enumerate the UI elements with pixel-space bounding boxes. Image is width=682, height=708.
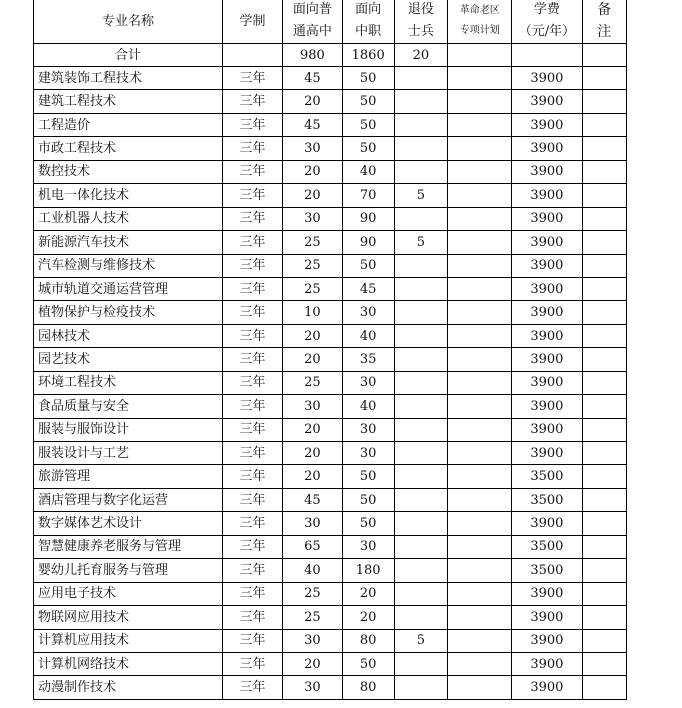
cell-duration: 三年	[223, 231, 283, 254]
cell-duration: 三年	[223, 629, 283, 652]
cell-tuition: 3900	[512, 277, 582, 300]
cell-special-plan	[448, 465, 512, 488]
cell-duration: 三年	[223, 67, 283, 90]
cell-duration: 三年	[223, 488, 283, 511]
cell-special-plan	[448, 535, 512, 558]
cell-special-plan	[448, 113, 512, 136]
cell-major-name: 城市轨道交通运营管理	[34, 277, 223, 300]
table-row	[34, 324, 627, 347]
cell-special-plan	[448, 90, 512, 113]
cell-veteran-quota	[394, 207, 448, 230]
cell-remarks	[582, 676, 626, 699]
cell-tuition: 3900	[512, 629, 582, 652]
cell-major-name: 建筑工程技术	[34, 90, 223, 113]
cell-veteran-quota	[394, 535, 448, 558]
cell-vocational-quota: 30	[342, 442, 394, 465]
cell-vocational-quota: 50	[342, 137, 394, 160]
cell-vocational-quota: 40	[342, 395, 394, 418]
cell-veteran-quota	[394, 512, 448, 535]
cell-remarks	[582, 559, 626, 582]
cell-special-plan	[448, 606, 512, 629]
cell-special-plan	[448, 582, 512, 605]
table-row	[34, 231, 627, 254]
cell-duration: 三年	[223, 207, 283, 230]
cell-special-plan	[448, 512, 512, 535]
cell-veteran-quota	[394, 160, 448, 183]
cell-tuition: 3900	[512, 207, 582, 230]
cell-tuition: 3900	[512, 137, 582, 160]
cell-major-name: 物联网应用技术	[34, 606, 223, 629]
cell-tuition: 3900	[512, 254, 582, 277]
cell-veteran-quota	[394, 395, 448, 418]
cell-veteran-quota	[394, 67, 448, 90]
table-row	[34, 67, 627, 90]
table-row	[34, 90, 627, 113]
table-row	[34, 254, 627, 277]
cell-vocational-quota: 45	[342, 277, 394, 300]
cell-major-name: 动漫制作技术	[34, 676, 223, 699]
cell-special-plan	[448, 254, 512, 277]
cell-special-plan	[448, 629, 512, 652]
cell-major-name: 服装与服饰设计	[34, 418, 223, 441]
cell-special-plan	[448, 231, 512, 254]
cell-major-name: 工程造价	[34, 113, 223, 136]
cell-tuition: 3900	[512, 324, 582, 347]
cell-remarks	[582, 113, 626, 136]
cell-duration: 三年	[223, 652, 283, 675]
cell-veteran-quota	[394, 676, 448, 699]
cell-vocational-quota: 90	[342, 231, 394, 254]
total-duration	[223, 44, 283, 67]
cell-major-name: 园艺技术	[34, 348, 223, 371]
cell-veteran-quota: 5	[394, 629, 448, 652]
cell-duration: 三年	[223, 184, 283, 207]
cell-veteran-quota	[394, 254, 448, 277]
cell-duration: 三年	[223, 254, 283, 277]
cell-duration: 三年	[223, 160, 283, 183]
cell-vocational-quota: 40	[342, 324, 394, 347]
cell-duration: 三年	[223, 277, 283, 300]
cell-major-name: 婴幼儿托育服务与管理	[34, 559, 223, 582]
header-tuition: 学费 （元/年）	[512, 0, 582, 44]
cell-duration: 三年	[223, 512, 283, 535]
cell-high-school-quota: 40	[282, 559, 342, 582]
table-row	[34, 676, 627, 699]
cell-remarks	[582, 629, 626, 652]
table-row	[34, 160, 627, 183]
cell-remarks	[582, 231, 626, 254]
cell-duration: 三年	[223, 90, 283, 113]
cell-major-name: 服装设计与工艺	[34, 442, 223, 465]
cell-remarks	[582, 301, 626, 324]
cell-remarks	[582, 465, 626, 488]
cell-vocational-quota: 35	[342, 348, 394, 371]
table-row	[34, 442, 627, 465]
cell-tuition: 3500	[512, 465, 582, 488]
table-row	[34, 559, 627, 582]
cell-duration: 三年	[223, 676, 283, 699]
cell-veteran-quota: 5	[394, 184, 448, 207]
cell-vocational-quota: 50	[342, 254, 394, 277]
cell-high-school-quota: 30	[282, 676, 342, 699]
cell-high-school-quota: 20	[282, 442, 342, 465]
cell-major-name: 市政工程技术	[34, 137, 223, 160]
cell-tuition: 3900	[512, 395, 582, 418]
cell-special-plan	[448, 324, 512, 347]
cell-vocational-quota: 20	[342, 582, 394, 605]
header-vocational-quota: 面向 中职	[342, 0, 394, 44]
cell-special-plan	[448, 652, 512, 675]
cell-tuition: 3900	[512, 90, 582, 113]
cell-high-school-quota: 30	[282, 395, 342, 418]
table-row	[34, 582, 627, 605]
cell-tuition: 3900	[512, 371, 582, 394]
cell-high-school-quota: 30	[282, 512, 342, 535]
cell-remarks	[582, 512, 626, 535]
cell-vocational-quota: 30	[342, 535, 394, 558]
cell-duration: 三年	[223, 137, 283, 160]
cell-tuition: 3900	[512, 652, 582, 675]
cell-duration: 三年	[223, 559, 283, 582]
cell-high-school-quota: 20	[282, 160, 342, 183]
cell-major-name: 智慧健康养老服务与管理	[34, 535, 223, 558]
cell-major-name: 机电一体化技术	[34, 184, 223, 207]
total-row	[34, 44, 627, 67]
cell-remarks	[582, 606, 626, 629]
cell-special-plan	[448, 559, 512, 582]
table-row	[34, 395, 627, 418]
cell-special-plan	[448, 395, 512, 418]
cell-high-school-quota: 25	[282, 606, 342, 629]
cell-duration: 三年	[223, 465, 283, 488]
table-row	[34, 652, 627, 675]
table-header-row	[34, 0, 627, 44]
cell-high-school-quota: 25	[282, 371, 342, 394]
cell-remarks	[582, 137, 626, 160]
cell-high-school-quota: 20	[282, 90, 342, 113]
total-label: 合计	[34, 44, 223, 67]
cell-tuition: 3900	[512, 301, 582, 324]
cell-tuition: 3500	[512, 488, 582, 511]
cell-high-school-quota: 30	[282, 137, 342, 160]
total-high-school: 980	[282, 44, 342, 67]
cell-veteran-quota	[394, 488, 448, 511]
cell-remarks	[582, 348, 626, 371]
cell-tuition: 3900	[512, 67, 582, 90]
cell-high-school-quota: 10	[282, 301, 342, 324]
cell-tuition: 3900	[512, 184, 582, 207]
cell-vocational-quota: 50	[342, 465, 394, 488]
cell-tuition: 3900	[512, 676, 582, 699]
cell-tuition: 3900	[512, 113, 582, 136]
cell-vocational-quota: 180	[342, 559, 394, 582]
cell-major-name: 旅游管理	[34, 465, 223, 488]
cell-high-school-quota: 20	[282, 324, 342, 347]
cell-duration: 三年	[223, 418, 283, 441]
cell-high-school-quota: 45	[282, 488, 342, 511]
cell-special-plan	[448, 160, 512, 183]
cell-tuition: 3900	[512, 582, 582, 605]
header-high-school-quota: 面向普 通高中	[282, 0, 342, 44]
cell-vocational-quota: 50	[342, 512, 394, 535]
cell-duration: 三年	[223, 348, 283, 371]
header-special-plan: 革命老区 专项计划	[448, 0, 512, 44]
cell-special-plan	[448, 488, 512, 511]
cell-veteran-quota	[394, 277, 448, 300]
cell-remarks	[582, 277, 626, 300]
table-row	[34, 277, 627, 300]
cell-major-name: 数控技术	[34, 160, 223, 183]
cell-tuition: 3900	[512, 348, 582, 371]
cell-tuition: 3500	[512, 559, 582, 582]
cell-high-school-quota: 25	[282, 231, 342, 254]
cell-tuition: 3900	[512, 512, 582, 535]
cell-tuition: 3900	[512, 231, 582, 254]
cell-duration: 三年	[223, 113, 283, 136]
cell-special-plan	[448, 301, 512, 324]
cell-major-name: 植物保护与检疫技术	[34, 301, 223, 324]
cell-high-school-quota: 65	[282, 535, 342, 558]
cell-veteran-quota	[394, 559, 448, 582]
table-row	[34, 137, 627, 160]
cell-remarks	[582, 90, 626, 113]
header-duration: 学制	[223, 0, 283, 44]
table-row	[34, 371, 627, 394]
cell-veteran-quota	[394, 371, 448, 394]
cell-remarks	[582, 324, 626, 347]
cell-tuition: 3900	[512, 442, 582, 465]
cell-major-name: 新能源汽车技术	[34, 231, 223, 254]
cell-major-name: 计算机网络技术	[34, 652, 223, 675]
cell-vocational-quota: 20	[342, 606, 394, 629]
cell-remarks	[582, 652, 626, 675]
table-row	[34, 113, 627, 136]
cell-high-school-quota: 25	[282, 277, 342, 300]
cell-duration: 三年	[223, 606, 283, 629]
cell-vocational-quota: 80	[342, 676, 394, 699]
cell-high-school-quota: 20	[282, 465, 342, 488]
cell-special-plan	[448, 277, 512, 300]
cell-veteran-quota	[394, 442, 448, 465]
cell-tuition: 3900	[512, 418, 582, 441]
total-tuition	[512, 44, 582, 67]
cell-remarks	[582, 207, 626, 230]
cell-remarks	[582, 254, 626, 277]
cell-veteran-quota	[394, 113, 448, 136]
cell-duration: 三年	[223, 582, 283, 605]
cell-duration: 三年	[223, 395, 283, 418]
cell-high-school-quota: 30	[282, 207, 342, 230]
cell-veteran-quota	[394, 348, 448, 371]
cell-vocational-quota: 50	[342, 652, 394, 675]
cell-remarks	[582, 371, 626, 394]
cell-major-name: 工业机器人技术	[34, 207, 223, 230]
cell-vocational-quota: 90	[342, 207, 394, 230]
header-veteran-quota: 退役 士兵	[394, 0, 448, 44]
cell-high-school-quota: 20	[282, 348, 342, 371]
cell-vocational-quota: 70	[342, 184, 394, 207]
cell-remarks	[582, 488, 626, 511]
cell-special-plan	[448, 207, 512, 230]
cell-duration: 三年	[223, 535, 283, 558]
cell-tuition: 3900	[512, 606, 582, 629]
table-row	[34, 348, 627, 371]
table-row	[34, 535, 627, 558]
cell-special-plan	[448, 371, 512, 394]
table-row	[34, 301, 627, 324]
header-remarks: 备 注	[582, 0, 626, 44]
cell-vocational-quota: 50	[342, 67, 394, 90]
cell-veteran-quota	[394, 465, 448, 488]
cell-major-name: 计算机应用技术	[34, 629, 223, 652]
cell-vocational-quota: 50	[342, 113, 394, 136]
cell-major-name: 环境工程技术	[34, 371, 223, 394]
cell-high-school-quota: 25	[282, 582, 342, 605]
cell-veteran-quota	[394, 582, 448, 605]
cell-remarks	[582, 395, 626, 418]
cell-major-name: 汽车检测与维修技术	[34, 254, 223, 277]
cell-vocational-quota: 40	[342, 160, 394, 183]
cell-veteran-quota	[394, 137, 448, 160]
table-row	[34, 207, 627, 230]
cell-high-school-quota: 45	[282, 113, 342, 136]
cell-veteran-quota	[394, 301, 448, 324]
cell-duration: 三年	[223, 371, 283, 394]
table-row	[34, 488, 627, 511]
cell-remarks	[582, 418, 626, 441]
cell-major-name: 酒店管理与数字化运营	[34, 488, 223, 511]
cell-major-name: 建筑装饰工程技术	[34, 67, 223, 90]
cell-remarks	[582, 535, 626, 558]
cell-major-name: 应用电子技术	[34, 582, 223, 605]
total-special-plan	[448, 44, 512, 67]
total-veteran: 20	[394, 44, 448, 67]
cell-remarks	[582, 582, 626, 605]
cell-vocational-quota: 30	[342, 301, 394, 324]
cell-high-school-quota: 20	[282, 184, 342, 207]
cell-vocational-quota: 30	[342, 418, 394, 441]
table-row	[34, 629, 627, 652]
cell-remarks	[582, 442, 626, 465]
cell-tuition: 3500	[512, 535, 582, 558]
cell-duration: 三年	[223, 301, 283, 324]
table-row	[34, 184, 627, 207]
cell-veteran-quota: 5	[394, 231, 448, 254]
table-row	[34, 512, 627, 535]
cell-high-school-quota: 20	[282, 652, 342, 675]
cell-major-name: 食品质量与安全	[34, 395, 223, 418]
cell-veteran-quota	[394, 606, 448, 629]
cell-special-plan	[448, 184, 512, 207]
total-remarks	[582, 44, 626, 67]
cell-special-plan	[448, 67, 512, 90]
table-row	[34, 418, 627, 441]
cell-special-plan	[448, 348, 512, 371]
header-major-name: 专业名称	[34, 0, 223, 44]
cell-high-school-quota: 20	[282, 418, 342, 441]
cell-vocational-quota: 50	[342, 488, 394, 511]
enrollment-plan-table	[33, 0, 627, 700]
cell-vocational-quota: 80	[342, 629, 394, 652]
cell-veteran-quota	[394, 90, 448, 113]
cell-remarks	[582, 67, 626, 90]
cell-high-school-quota: 45	[282, 67, 342, 90]
cell-tuition: 3900	[512, 160, 582, 183]
cell-major-name: 数字媒体艺术设计	[34, 512, 223, 535]
cell-special-plan	[448, 676, 512, 699]
cell-major-name: 园林技术	[34, 324, 223, 347]
cell-remarks	[582, 160, 626, 183]
cell-special-plan	[448, 442, 512, 465]
cell-vocational-quota: 30	[342, 371, 394, 394]
cell-vocational-quota: 50	[342, 90, 394, 113]
total-vocational: 1860	[342, 44, 394, 67]
table-row	[34, 465, 627, 488]
cell-veteran-quota	[394, 324, 448, 347]
cell-remarks	[582, 184, 626, 207]
cell-duration: 三年	[223, 324, 283, 347]
cell-high-school-quota: 25	[282, 254, 342, 277]
cell-veteran-quota	[394, 652, 448, 675]
cell-high-school-quota: 30	[282, 629, 342, 652]
cell-duration: 三年	[223, 442, 283, 465]
cell-special-plan	[448, 418, 512, 441]
cell-veteran-quota	[394, 418, 448, 441]
cell-special-plan	[448, 137, 512, 160]
table-row	[34, 606, 627, 629]
